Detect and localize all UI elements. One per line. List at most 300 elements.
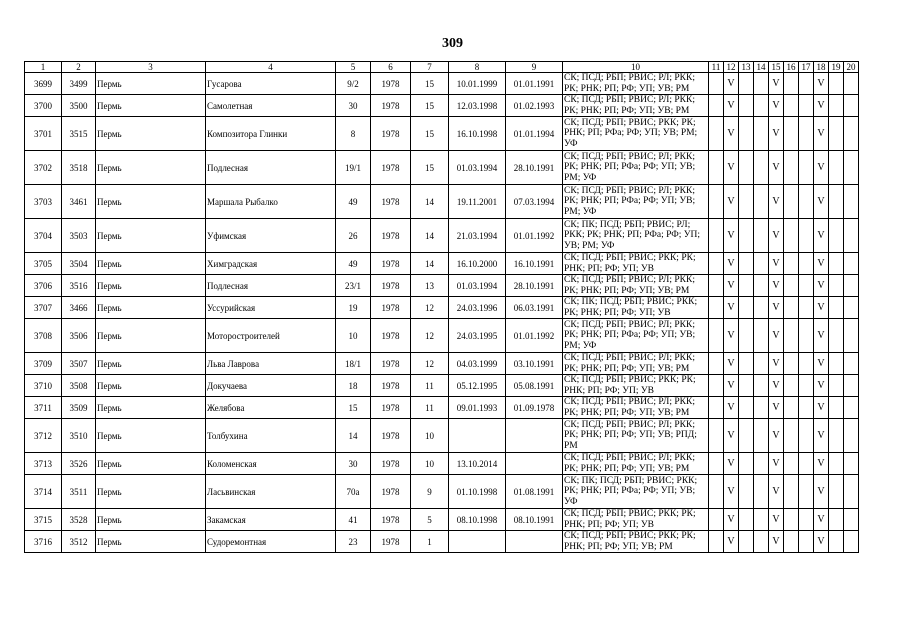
cell-services: СК; ПСД; РБП; РВИС; РКК; РК; РНК; РП; РФ; УП; УВ; РМ (563, 531, 709, 553)
cell-record-number: 3707 (25, 297, 62, 319)
cell-mark-16 (784, 353, 799, 375)
table-row (25, 73, 859, 95)
cell-house-number: 23 (336, 531, 371, 553)
table-row (25, 117, 859, 151)
column-header-5: 5 (336, 62, 371, 73)
cell-record-number: 3702 (25, 151, 62, 185)
column-header-3: 3 (96, 62, 206, 73)
cell-date-1: 01.03.1994 (449, 151, 506, 185)
table-row (25, 253, 859, 275)
cell-mark-20 (844, 531, 859, 553)
cell-mark-20 (844, 73, 859, 95)
cell-mark-15: V (769, 219, 784, 253)
cell-house-number: 15 (336, 397, 371, 419)
cell-services: СК; ПСД; РБП; РВИС; РЛ; РКК; РК; РНК; РП; РФ; УП; УВ; РМ (563, 453, 709, 475)
cell-mark-13 (739, 419, 754, 453)
cell-mark-14 (754, 275, 769, 297)
cell-city: Пермь (96, 419, 206, 453)
table-row (25, 453, 859, 475)
cell-mark-13 (739, 353, 754, 375)
cell-record-number: 3715 (25, 509, 62, 531)
cell-mark-20 (844, 509, 859, 531)
cell-mark-11 (709, 353, 724, 375)
cell-record-number: 3701 (25, 117, 62, 151)
cell-record-number: 3703 (25, 185, 62, 219)
cell-count: 15 (411, 95, 449, 117)
cell-services: СК; ПСД; РБП; РВИС; РЛ; РКК; РК; РНК; РП; РФа; РФ; УП; УВ; РМ; УФ (563, 151, 709, 185)
cell-date-2: 08.10.1991 (506, 509, 563, 531)
cell-mark-11 (709, 531, 724, 553)
cell-mark-14 (754, 253, 769, 275)
cell-date-2: 07.03.1994 (506, 185, 563, 219)
cell-mark-16 (784, 95, 799, 117)
cell-date-2: 01.01.1992 (506, 319, 563, 353)
cell-mark-11 (709, 117, 724, 151)
cell-city: Пермь (96, 185, 206, 219)
column-header-2: 2 (62, 62, 96, 73)
column-header-8: 8 (449, 62, 506, 73)
cell-mark-16 (784, 475, 799, 509)
cell-house-number: 19/1 (336, 151, 371, 185)
cell-mark-11 (709, 375, 724, 397)
cell-mark-15: V (769, 151, 784, 185)
cell-year: 1978 (371, 353, 411, 375)
cell-mark-14 (754, 397, 769, 419)
cell-record-number: 3699 (25, 73, 62, 95)
cell-mark-14 (754, 419, 769, 453)
cell-mark-12: V (724, 475, 739, 509)
cell-mark-18: V (814, 397, 829, 419)
cell-date-2: 28.10.1991 (506, 275, 563, 297)
cell-mark-17 (799, 509, 814, 531)
cell-mark-20 (844, 419, 859, 453)
cell-city: Пермь (96, 397, 206, 419)
cell-services: СК; ПСД; РБП; РВИС; РЛ; РКК; РК; РНК; РП; РФ; УП; УВ; РМ (563, 275, 709, 297)
table-row (25, 397, 859, 419)
cell-mark-12: V (724, 353, 739, 375)
cell-services: СК; ПК; ПСД; РБП; РВИС; РКК; РК; РНК; РП; РФ; УП; УВ (563, 297, 709, 319)
cell-mark-18: V (814, 531, 829, 553)
cell-count: 13 (411, 275, 449, 297)
cell-record-id: 3518 (62, 151, 96, 185)
cell-mark-17 (799, 219, 814, 253)
cell-mark-16 (784, 151, 799, 185)
cell-date-2 (506, 419, 563, 453)
cell-street: Докучаева (206, 375, 336, 397)
table-row (25, 509, 859, 531)
cell-count: 9 (411, 475, 449, 509)
cell-mark-17 (799, 117, 814, 151)
cell-mark-13 (739, 185, 754, 219)
cell-services: СК; ПСД; РБП; РВИС; РКК; РК; РНК; РП; РФ; УП; УВ (563, 375, 709, 397)
cell-services: СК; ПСД; РБП; РВИС; РЛ; РКК; РК; РНК; РП; РФа; РФ; УП; УВ; РМ; УФ (563, 319, 709, 353)
cell-mark-16 (784, 531, 799, 553)
cell-mark-13 (739, 375, 754, 397)
cell-mark-12: V (724, 219, 739, 253)
cell-mark-20 (844, 117, 859, 151)
cell-mark-11 (709, 475, 724, 509)
cell-city: Пермь (96, 353, 206, 375)
cell-mark-17 (799, 397, 814, 419)
cell-street: Толбухина (206, 419, 336, 453)
cell-mark-16 (784, 185, 799, 219)
cell-mark-12: V (724, 253, 739, 275)
cell-mark-18: V (814, 353, 829, 375)
cell-street: Уфимская (206, 219, 336, 253)
cell-mark-20 (844, 95, 859, 117)
cell-mark-13 (739, 73, 754, 95)
cell-year: 1978 (371, 509, 411, 531)
cell-record-number: 3708 (25, 319, 62, 353)
cell-mark-17 (799, 353, 814, 375)
cell-mark-14 (754, 297, 769, 319)
cell-mark-11 (709, 453, 724, 475)
cell-mark-16 (784, 419, 799, 453)
cell-mark-20 (844, 397, 859, 419)
cell-date-1: 01.10.1998 (449, 475, 506, 509)
cell-mark-12: V (724, 73, 739, 95)
cell-mark-19 (829, 95, 844, 117)
cell-count: 1 (411, 531, 449, 553)
cell-mark-19 (829, 185, 844, 219)
cell-mark-18: V (814, 453, 829, 475)
cell-mark-19 (829, 297, 844, 319)
cell-mark-11 (709, 73, 724, 95)
cell-date-1: 12.03.1998 (449, 95, 506, 117)
cell-mark-13 (739, 531, 754, 553)
cell-mark-20 (844, 297, 859, 319)
cell-mark-19 (829, 397, 844, 419)
cell-year: 1978 (371, 253, 411, 275)
cell-mark-18: V (814, 375, 829, 397)
cell-record-number: 3700 (25, 95, 62, 117)
cell-mark-12: V (724, 95, 739, 117)
cell-year: 1978 (371, 453, 411, 475)
cell-record-number: 3704 (25, 219, 62, 253)
cell-mark-12: V (724, 509, 739, 531)
cell-city: Пермь (96, 475, 206, 509)
cell-house-number: 70а (336, 475, 371, 509)
cell-street: Самолетная (206, 95, 336, 117)
cell-city: Пермь (96, 375, 206, 397)
column-header-6: 6 (371, 62, 411, 73)
cell-record-id: 3506 (62, 319, 96, 353)
cell-record-id: 3512 (62, 531, 96, 553)
cell-services: СК; ПСД; РБП; РВИС; РЛ; РКК; РК; РНК; РП; РФ; УП; УВ; РМ (563, 73, 709, 95)
cell-city: Пермь (96, 319, 206, 353)
column-header-9: 9 (506, 62, 563, 73)
cell-mark-18: V (814, 475, 829, 509)
cell-mark-19 (829, 73, 844, 95)
cell-mark-15: V (769, 73, 784, 95)
cell-house-number: 18/1 (336, 353, 371, 375)
cell-record-id: 3500 (62, 95, 96, 117)
cell-mark-13 (739, 151, 754, 185)
cell-mark-17 (799, 297, 814, 319)
cell-mark-16 (784, 453, 799, 475)
cell-mark-12: V (724, 319, 739, 353)
cell-mark-14 (754, 353, 769, 375)
cell-record-id: 3466 (62, 297, 96, 319)
cell-date-2: 01.01.1991 (506, 73, 563, 95)
cell-mark-20 (844, 219, 859, 253)
cell-mark-18: V (814, 419, 829, 453)
cell-mark-15: V (769, 95, 784, 117)
cell-count: 14 (411, 185, 449, 219)
cell-mark-11 (709, 151, 724, 185)
cell-street: Гусарова (206, 73, 336, 95)
cell-year: 1978 (371, 151, 411, 185)
column-header-19: 19 (829, 62, 844, 73)
column-header-14: 14 (754, 62, 769, 73)
cell-record-id: 3510 (62, 419, 96, 453)
table-row (25, 185, 859, 219)
cell-date-1: 16.10.2000 (449, 253, 506, 275)
cell-date-2: 03.10.1991 (506, 353, 563, 375)
cell-mark-11 (709, 185, 724, 219)
cell-mark-19 (829, 117, 844, 151)
cell-date-1: 21.03.1994 (449, 219, 506, 253)
cell-mark-13 (739, 397, 754, 419)
cell-mark-19 (829, 253, 844, 275)
cell-mark-16 (784, 375, 799, 397)
cell-mark-14 (754, 453, 769, 475)
cell-record-id: 3509 (62, 397, 96, 419)
cell-mark-18: V (814, 275, 829, 297)
cell-mark-14 (754, 185, 769, 219)
cell-mark-16 (784, 319, 799, 353)
cell-services: СК; ПСД; РБП; РВИС; РКК; РК; РНК; РП; РФа; РФ; УП; УВ; РМ; УФ (563, 117, 709, 151)
cell-city: Пермь (96, 151, 206, 185)
column-header-4: 4 (206, 62, 336, 73)
cell-mark-15: V (769, 531, 784, 553)
cell-date-2: 01.01.1992 (506, 219, 563, 253)
cell-date-1: 05.12.1995 (449, 375, 506, 397)
cell-record-id: 3528 (62, 509, 96, 531)
cell-city: Пермь (96, 73, 206, 95)
cell-count: 10 (411, 419, 449, 453)
cell-house-number: 49 (336, 185, 371, 219)
cell-mark-12: V (724, 275, 739, 297)
cell-mark-11 (709, 397, 724, 419)
cell-record-id: 3507 (62, 353, 96, 375)
cell-mark-18: V (814, 117, 829, 151)
cell-mark-19 (829, 453, 844, 475)
cell-street: Ласьвинская (206, 475, 336, 509)
column-header-18: 18 (814, 62, 829, 73)
cell-year: 1978 (371, 531, 411, 553)
cell-record-number: 3706 (25, 275, 62, 297)
cell-mark-13 (739, 475, 754, 509)
cell-street: Коломенская (206, 453, 336, 475)
cell-mark-14 (754, 509, 769, 531)
cell-house-number: 18 (336, 375, 371, 397)
cell-house-number: 19 (336, 297, 371, 319)
cell-services: СК; ПСД; РБП; РВИС; РЛ; РКК; РК; РНК; РП; РФа; РФ; УП; УВ; РМ; УФ (563, 185, 709, 219)
cell-year: 1978 (371, 419, 411, 453)
cell-date-1: 24.03.1996 (449, 297, 506, 319)
cell-house-number: 49 (336, 253, 371, 275)
column-header-16: 16 (784, 62, 799, 73)
cell-mark-13 (739, 219, 754, 253)
cell-house-number: 9/2 (336, 73, 371, 95)
cell-year: 1978 (371, 375, 411, 397)
cell-street: Химградская (206, 253, 336, 275)
registry-table (24, 61, 859, 553)
cell-mark-17 (799, 531, 814, 553)
cell-mark-17 (799, 253, 814, 275)
cell-count: 14 (411, 253, 449, 275)
cell-city: Пермь (96, 531, 206, 553)
cell-mark-19 (829, 219, 844, 253)
cell-mark-18: V (814, 297, 829, 319)
cell-year: 1978 (371, 219, 411, 253)
cell-street: Моторостроителей (206, 319, 336, 353)
cell-mark-20 (844, 453, 859, 475)
column-header-15: 15 (769, 62, 784, 73)
cell-date-1: 09.01.1993 (449, 397, 506, 419)
cell-count: 5 (411, 509, 449, 531)
table-row (25, 531, 859, 553)
cell-street: Маршала Рыбалко (206, 185, 336, 219)
table-row (25, 297, 859, 319)
cell-record-id: 3516 (62, 275, 96, 297)
cell-house-number: 41 (336, 509, 371, 531)
cell-mark-16 (784, 397, 799, 419)
cell-mark-15: V (769, 117, 784, 151)
cell-mark-15: V (769, 297, 784, 319)
cell-mark-17 (799, 475, 814, 509)
cell-mark-15: V (769, 253, 784, 275)
cell-mark-13 (739, 453, 754, 475)
cell-services: СК; ПК; ПСД; РБП; РВИС; РЛ; РКК; РК; РНК; РП; РФа; РФ; УП; УВ; РМ; УФ (563, 219, 709, 253)
cell-year: 1978 (371, 475, 411, 509)
cell-mark-12: V (724, 397, 739, 419)
cell-mark-12: V (724, 297, 739, 319)
cell-services: СК; ПСД; РБП; РВИС; РЛ; РКК; РК; РНК; РП; РФ; УП; УВ; РМ (563, 353, 709, 375)
cell-mark-15: V (769, 319, 784, 353)
cell-record-id: 3526 (62, 453, 96, 475)
cell-mark-14 (754, 151, 769, 185)
cell-date-2 (506, 531, 563, 553)
table-row (25, 151, 859, 185)
cell-record-id: 3511 (62, 475, 96, 509)
cell-house-number: 30 (336, 95, 371, 117)
cell-street: Льва Лаврова (206, 353, 336, 375)
cell-date-1: 24.03.1995 (449, 319, 506, 353)
cell-record-number: 3710 (25, 375, 62, 397)
table-row (25, 95, 859, 117)
cell-year: 1978 (371, 73, 411, 95)
page-number: 309 (442, 36, 463, 51)
cell-mark-15: V (769, 509, 784, 531)
cell-mark-18: V (814, 219, 829, 253)
cell-date-1: 01.03.1994 (449, 275, 506, 297)
column-header-11: 11 (709, 62, 724, 73)
cell-count: 12 (411, 297, 449, 319)
cell-house-number: 8 (336, 117, 371, 151)
cell-date-2: 01.01.1994 (506, 117, 563, 151)
cell-mark-20 (844, 475, 859, 509)
cell-city: Пермь (96, 117, 206, 151)
cell-record-id: 3499 (62, 73, 96, 95)
cell-count: 12 (411, 319, 449, 353)
cell-mark-20 (844, 275, 859, 297)
column-header-13: 13 (739, 62, 754, 73)
cell-date-2: 16.10.1991 (506, 253, 563, 275)
cell-date-1: 04.03.1999 (449, 353, 506, 375)
cell-mark-17 (799, 95, 814, 117)
cell-mark-18: V (814, 253, 829, 275)
cell-city: Пермь (96, 275, 206, 297)
cell-mark-17 (799, 375, 814, 397)
cell-mark-16 (784, 275, 799, 297)
cell-mark-13 (739, 117, 754, 151)
cell-city: Пермь (96, 509, 206, 531)
cell-date-1: 10.01.1999 (449, 73, 506, 95)
cell-record-number: 3709 (25, 353, 62, 375)
cell-mark-15: V (769, 185, 784, 219)
cell-mark-18: V (814, 151, 829, 185)
cell-mark-11 (709, 275, 724, 297)
cell-house-number: 23/1 (336, 275, 371, 297)
cell-mark-16 (784, 73, 799, 95)
cell-mark-17 (799, 73, 814, 95)
cell-date-1: 19.11.2001 (449, 185, 506, 219)
cell-record-id: 3508 (62, 375, 96, 397)
cell-mark-14 (754, 73, 769, 95)
column-header-17: 17 (799, 62, 814, 73)
cell-street: Судоремонтная (206, 531, 336, 553)
cell-mark-17 (799, 419, 814, 453)
cell-date-2: 01.08.1991 (506, 475, 563, 509)
cell-date-2: 01.02.1993 (506, 95, 563, 117)
cell-count: 14 (411, 219, 449, 253)
cell-year: 1978 (371, 297, 411, 319)
cell-mark-18: V (814, 185, 829, 219)
cell-mark-20 (844, 151, 859, 185)
cell-year: 1978 (371, 275, 411, 297)
cell-street: Композитора Глинки (206, 117, 336, 151)
cell-year: 1978 (371, 185, 411, 219)
cell-mark-13 (739, 297, 754, 319)
cell-mark-19 (829, 509, 844, 531)
cell-mark-14 (754, 475, 769, 509)
cell-count: 15 (411, 151, 449, 185)
cell-street: Подлесная (206, 275, 336, 297)
cell-date-1 (449, 419, 506, 453)
cell-date-1: 13.10.2014 (449, 453, 506, 475)
cell-city: Пермь (96, 253, 206, 275)
cell-services: СК; ПСД; РБП; РВИС; РЛ; РКК; РК; РНК; РП; РФ; УП; УВ; РМ (563, 397, 709, 419)
cell-mark-20 (844, 319, 859, 353)
cell-mark-19 (829, 475, 844, 509)
cell-mark-12: V (724, 531, 739, 553)
cell-date-2: 05.08.1991 (506, 375, 563, 397)
cell-mark-20 (844, 375, 859, 397)
cell-mark-12: V (724, 117, 739, 151)
cell-mark-13 (739, 275, 754, 297)
cell-record-id: 3503 (62, 219, 96, 253)
cell-mark-18: V (814, 319, 829, 353)
table-row (25, 475, 859, 509)
table-row (25, 219, 859, 253)
cell-mark-19 (829, 353, 844, 375)
table-header-row (25, 62, 859, 73)
cell-count: 15 (411, 117, 449, 151)
cell-mark-19 (829, 151, 844, 185)
cell-mark-17 (799, 275, 814, 297)
